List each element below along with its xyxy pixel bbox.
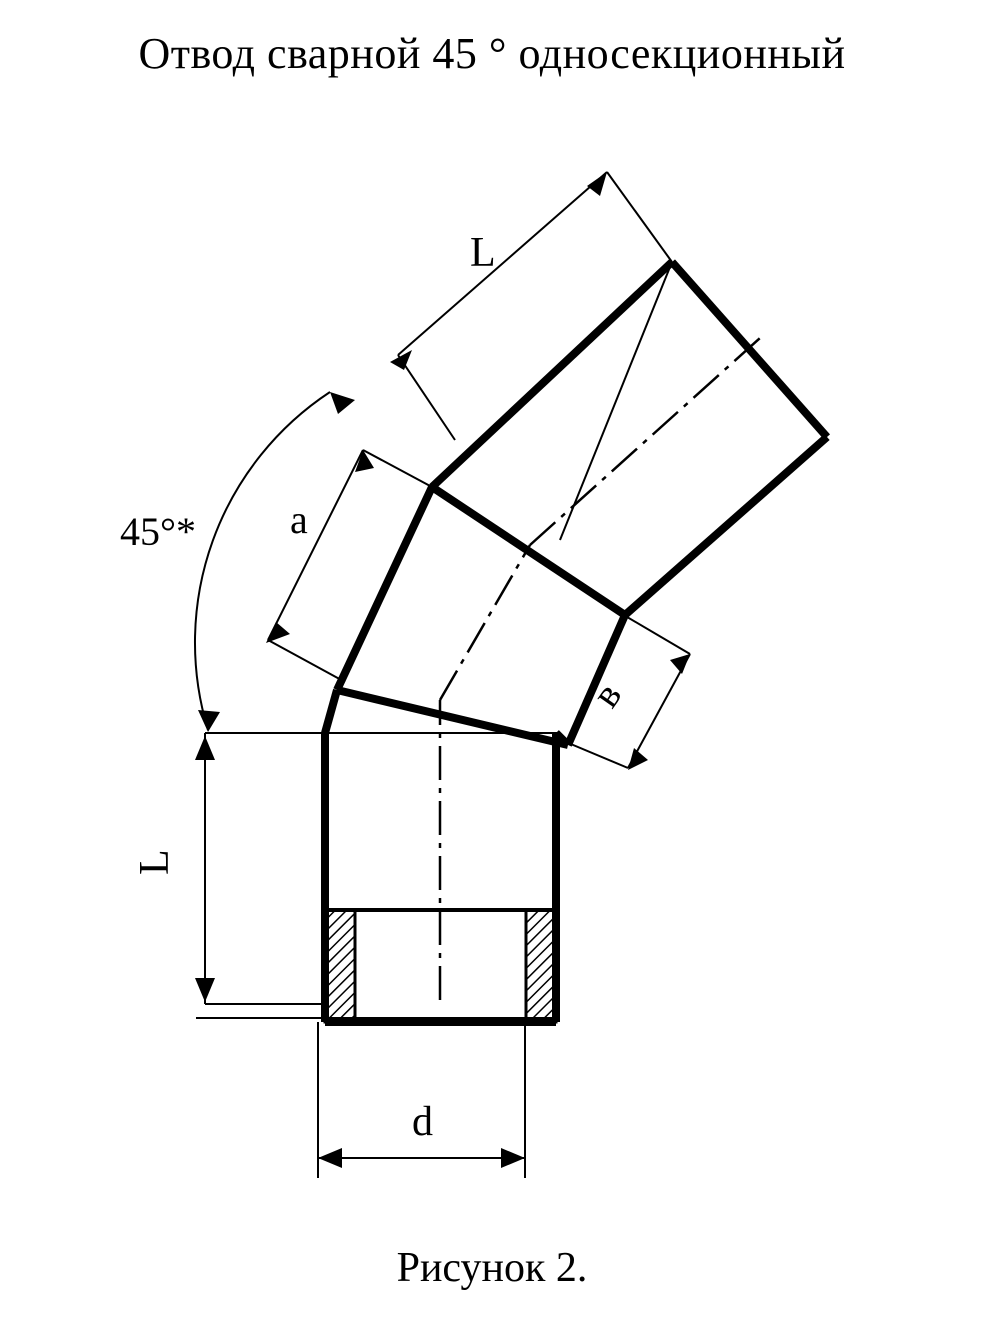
label-angle-45: 45°* [120,509,196,554]
extension-line-a-top [363,450,432,487]
outline-upper-pipe-left [432,262,672,487]
outline-mitre-seam-upper [432,487,625,615]
label-d: d [412,1099,433,1145]
angle-arc-45 [195,392,330,730]
centerline-upper-pipe [530,338,760,545]
label-b: в [582,673,631,716]
centerline-mid-segment [440,545,530,700]
extension-line-upper-L-bottom [398,355,455,440]
label-lower-L: L [132,849,178,875]
extension-line-a-bottom [268,640,345,682]
page-title: Отвод сварной 45 ° односекционный [138,29,846,78]
outline-upper-pipe-end [672,262,827,437]
arrowhead-lower-L-top [195,736,215,760]
extension-line-b-bottom [566,742,628,768]
arrowhead-a-bottom [266,622,290,643]
figure-caption: Рисунок 2. [396,1245,588,1291]
arrowhead-d-right [501,1148,525,1168]
arrowhead-upper-L-top [587,172,607,196]
label-upper-L: L [470,230,496,276]
extension-line-b-top [622,614,690,654]
label-a: a [290,497,308,542]
arrowhead-arc-top [330,392,355,414]
outline-mitre-seam-lower [337,690,568,745]
dimension-line-upper-L [398,172,607,355]
outline-upper-pipe-right [625,437,827,615]
dimension-line-a [268,450,363,640]
outline-lower-left-taper [325,690,337,733]
outline-middle-left [337,487,432,690]
arrowhead-lower-L-bottom [195,978,215,1002]
extension-line-upper-L-top [607,172,672,262]
extension-line-upper-axis-1 [560,262,672,540]
arrowhead-b-top [670,654,690,674]
arrowhead-arc-bottom [198,710,220,732]
arrowhead-d-left [318,1148,342,1168]
